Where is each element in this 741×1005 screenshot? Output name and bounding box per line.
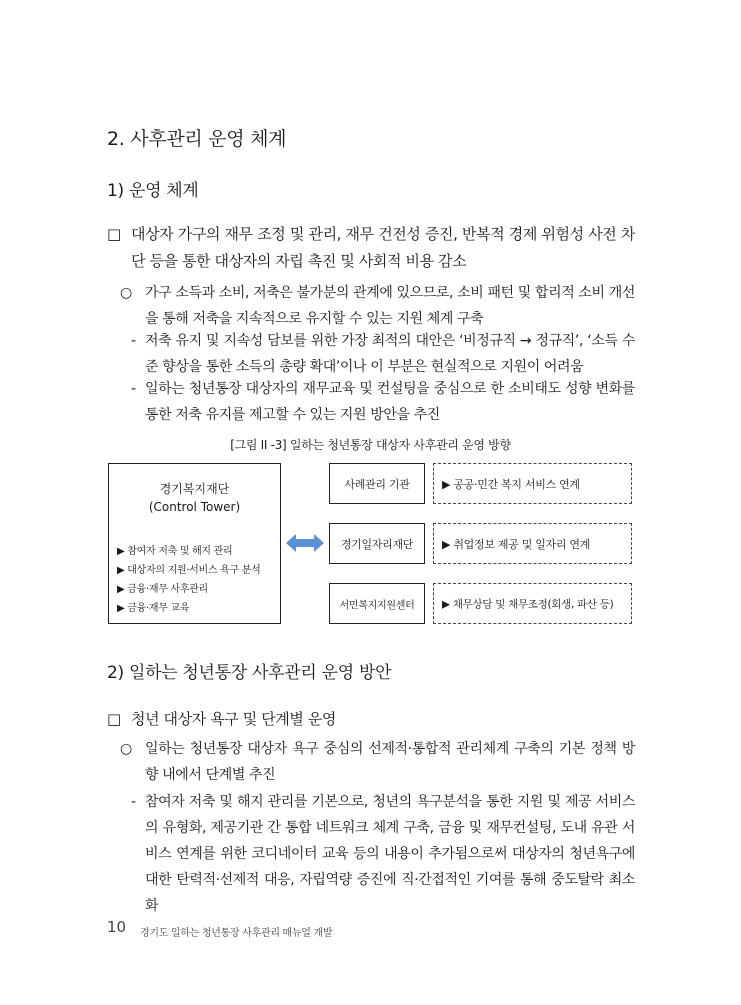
square-bullet-text: 대상자 가구의 재무 조정 및 관리, 재무 건전성 증진, 반복적 경제 위험성 사전 차단 등을 통한 대상자의 자립 촉진 및 사회적 비용 감소 [131,225,635,270]
agency-box-case-management [329,463,425,504]
dash-item-2: 일하는 청년통장 대상자의 재무교육 및 컨설팅을 중심으로 한 소비태도 성향 변화를 통한 저축 유지를 제고할 수 있는 지원 방안을 추진 [145,381,635,423]
square-bullet: □ [107,225,121,243]
circle-bullet: ○ [120,285,132,301]
agency-label: 서민복지지원센터 [339,600,415,611]
control-tower-item: ▶ 참여자 저축 및 해지 관리 [117,546,233,557]
agency-label: 경기일자리재단 [340,537,414,551]
document-title: 경기도 일하는 청년통장 사후관리 매뉴얼 개발 [140,928,333,939]
subsection-title-2: 2) 일하는 청년통장 사후관리 운영 방안 [107,663,392,683]
dash-item-1: 저축 유지 및 지속성 담보를 위한 가장 최적의 대안은 ‘비정규직 → 정규직’, ‘소득 수준 향상을 통한 소득의 총량 확대’이나 이 부분은 현실적으로 지원이 어려움 [145,333,635,375]
square-bullet-text: 청년 대상자 욕구 및 단계별 운영 [131,710,337,728]
section-title: 2. 사후관리 운영 체계 [107,128,287,150]
square-bullet: □ [107,710,121,728]
control-tower-title: 경기복지재단 [159,482,230,496]
control-tower-item: ▶ 대상자의 지원·서비스 욕구 분석 [117,565,261,576]
service-box-debt-counsel [433,583,632,624]
service-label: ▶ 취업정보 제공 및 일자리 연계 [442,537,591,551]
circle-bullet-text: 가구 소득과 소비, 저축은 불가분의 관계에 있으므로, 소비 패턴 및 합리적 소비 개선을 통해 저축을 지속적으로 유지할 수 있는 지원 체계 구축 [145,285,635,327]
service-label: ▶ 채무상담 및 채무조정(회생, 파산 등) [442,598,614,610]
double-arrow-icon [286,532,324,554]
control-tower-item: ▶ 금융·재무 사후관리 [117,584,208,595]
dash-bullet: - [131,381,136,397]
circle-bullet-text: 일하는 청년통장 대상자 욕구 중심의 선제적·통합적 관리체계 구축의 기본 정책 방향 내에서 단계별 추진 [145,741,635,783]
control-tower-subtitle: (Control Tower) [148,500,241,514]
agency-label: 사례관리 기관 [344,477,410,491]
subsection-title-1: 1) 운영 체계 [107,181,199,201]
agency-box-welfare-center [329,583,425,624]
circle-bullet: ○ [120,741,132,757]
control-tower-box [108,463,281,624]
dash-bullet: - [131,794,136,810]
dash-item-1: 참여자 저축 및 해지 관리를 기본으로, 청년의 욕구분석을 통한 지원 및 제공 서비스의 유형화, 제공기관 간 통합 네트워크 체계 구축, 금융 및 재무컨설팅, 도내 유관 서비스 연계를 위한 코디네이터 교육 등의 내용이 추가됨으로써 대상자의 청년욕구에 대한 탄력적·선제적 대응, 자립역량 증진에 직·간접적인 기여를 통해 중도탈락 최소화 [145,794,635,914]
dash-bullet: - [131,333,136,349]
page-number: 10 [107,918,127,936]
control-tower-item: ▶ 금융·재무 교육 [117,603,190,614]
service-label: ▶ 공공·민간 복지 서비스 연계 [442,477,580,491]
service-box-welfare-link [433,463,632,504]
figure-caption: [그림 II -3] 일하는 청년통장 대상자 사후관리 운영 방향 [230,438,511,452]
service-box-job-link [433,523,632,564]
agency-box-job-foundation [329,523,425,564]
